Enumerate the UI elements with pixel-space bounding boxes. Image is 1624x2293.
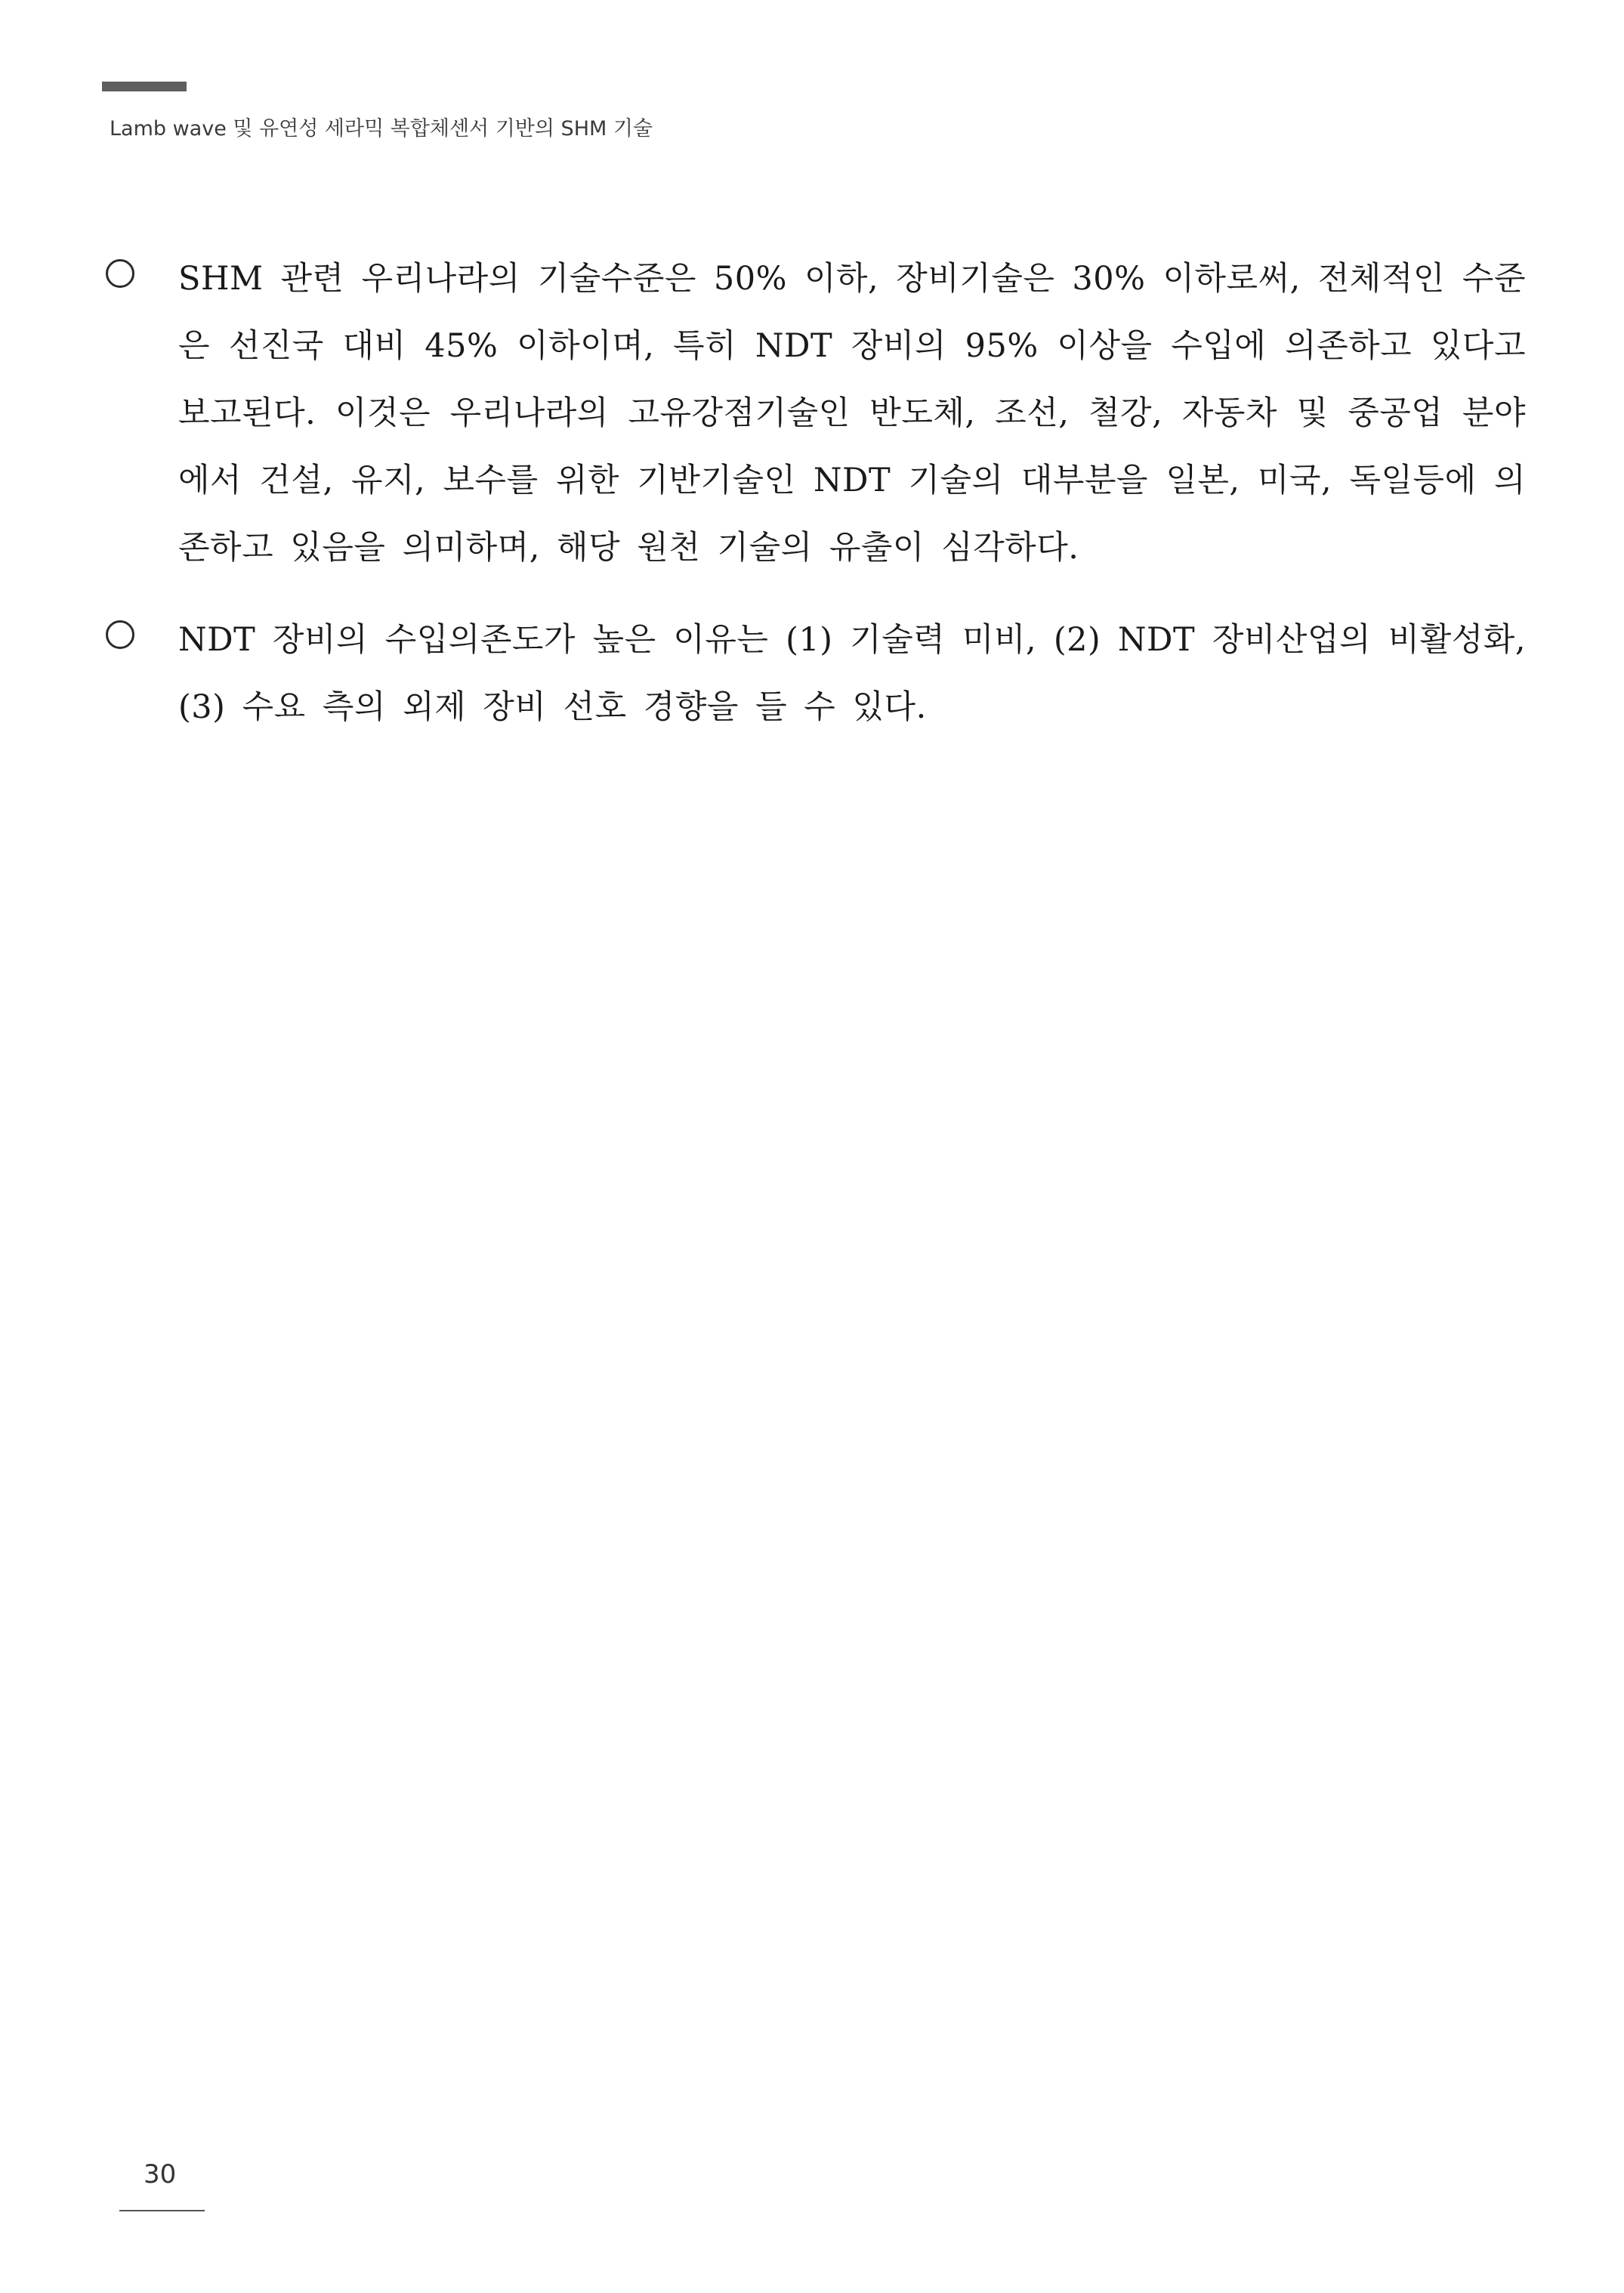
circle-bullet-icon [106, 259, 134, 288]
bullet-item-2 [106, 607, 1526, 741]
running-header-title: Lamb wave 및 유연성 세라믹 복합체센서 기반의 SHM 기술 [110, 117, 653, 141]
bullet-item-1 [106, 246, 1526, 582]
circle-bullet-icon [106, 620, 134, 649]
bullet-paragraph: SHM 관련 우리나라의 기술수준은 50% 이하, 장비기술은 30% 이하로써, 전체적인 수준은 선진국 대비 45% 이하이며, 특히 NDT 장비의 95% 이상을 수입에 의존하고 있다고 보고된다. 이것은 우리나라의 고유강점기술인 반도체, 조선, 철강, 자동차 및 중공업 분야에서 건설, 유지, 보수를 위한 기반기술인 NDT 기술의 대부분을 일본, 미국, 독일등에 의존하고 있음을 의미하며, 해당 원천 기술의 유출이 심각하다. [178, 260, 1527, 567]
footer-divider [119, 2210, 205, 2211]
header-accent-bar [102, 82, 187, 91]
bullet-paragraph: NDT 장비의 수입의존도가 높은 이유는 (1) 기술력 미비, (2) NDT 장비산업의 비활성화, (3) 수요 측의 외제 장비 선호 경향을 들 수 있다. [178, 621, 1526, 726]
body-content [106, 246, 1526, 766]
page-number: 30 [144, 2159, 177, 2189]
